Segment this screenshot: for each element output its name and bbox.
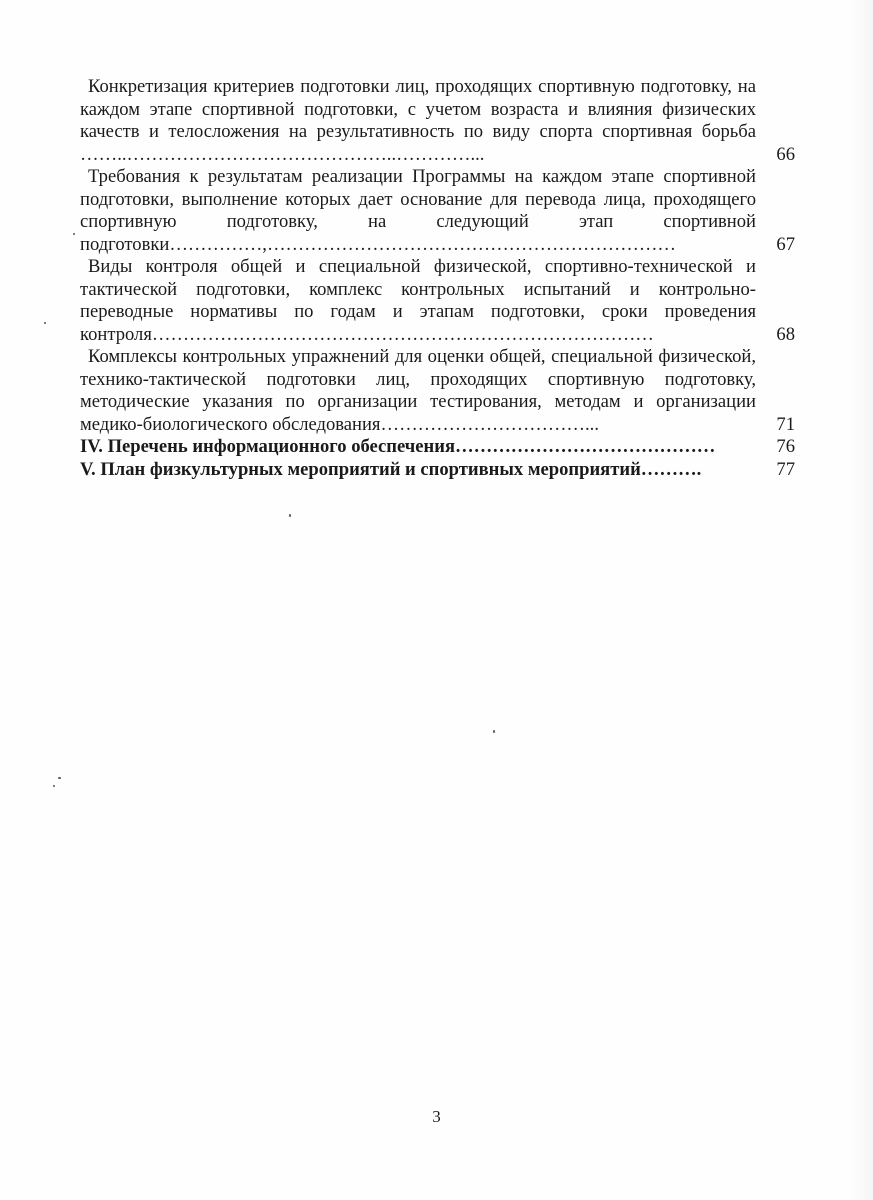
scan-speck bbox=[53, 785, 55, 787]
toc-entry-criteria[interactable] bbox=[80, 76, 795, 166]
toc-entry-title: IV. Перечень информационного обеспечения…………………………………… bbox=[80, 436, 716, 457]
toc-entry-title: V. План физкультурных мероприятий и спортивных мероприятий………. bbox=[80, 458, 702, 480]
toc-entry-control-types[interactable] bbox=[80, 256, 795, 346]
page-number: 3 bbox=[432, 1107, 441, 1126]
scan-speck bbox=[73, 233, 75, 235]
table-of-contents bbox=[80, 76, 795, 481]
scan-speck bbox=[58, 777, 61, 779]
toc-entry-exercise-sets[interactable] bbox=[80, 346, 795, 436]
toc-entry-page: 67 bbox=[776, 233, 795, 255]
scan-speck bbox=[44, 322, 46, 324]
toc-entry-title: Требования к результатам реализации Программы на каждом этапе спортивной подготовки, выполнение которых дает основание для перевода лица, проходящего спортивную подготовку, на следующий этап спортивной подготовки……………,………………………………………………………… bbox=[80, 166, 756, 255]
toc-entry-page: 76 bbox=[776, 436, 795, 457]
toc-entry-page: 68 bbox=[776, 323, 795, 345]
toc-entry-page: 71 bbox=[776, 413, 795, 435]
toc-entry-section-v[interactable] bbox=[80, 459, 795, 482]
toc-entry-requirements[interactable] bbox=[80, 166, 795, 256]
toc-entry-title: Конкретизация критериев подготовки лиц, проходящих спортивную подготовку, на каждом этапе спортивной подготовки, с учетом возраста и влияния физических качеств и телосложения на результативность по виду спорта спортивная борьба ……..……………………………………..…………... bbox=[80, 76, 756, 165]
toc-entry-title: Комплексы контрольных упражнений для оценки общей, специальной физической, технико-тактической подготовки лиц, проходящих спортивную подготовку, методические указания по организации тестирования, методам и организации медико-биологического обследования……………………………... bbox=[80, 346, 756, 435]
toc-entry-page: 77 bbox=[776, 458, 795, 480]
scan-speck bbox=[493, 730, 495, 733]
toc-entry-title: Виды контроля общей и специальной физической, спортивно-технической и тактической подготовки, комплекс контрольных испытаний и контрольно-переводные нормативы по годам и этапам подготовки, сроки проведения контроля……………………………………………………………………… bbox=[80, 256, 756, 345]
toc-entry-page: 66 bbox=[776, 143, 795, 165]
scan-speck bbox=[289, 514, 291, 517]
scan-edge-shadow bbox=[849, 0, 873, 1200]
toc-entry-section-iv[interactable] bbox=[80, 436, 795, 459]
